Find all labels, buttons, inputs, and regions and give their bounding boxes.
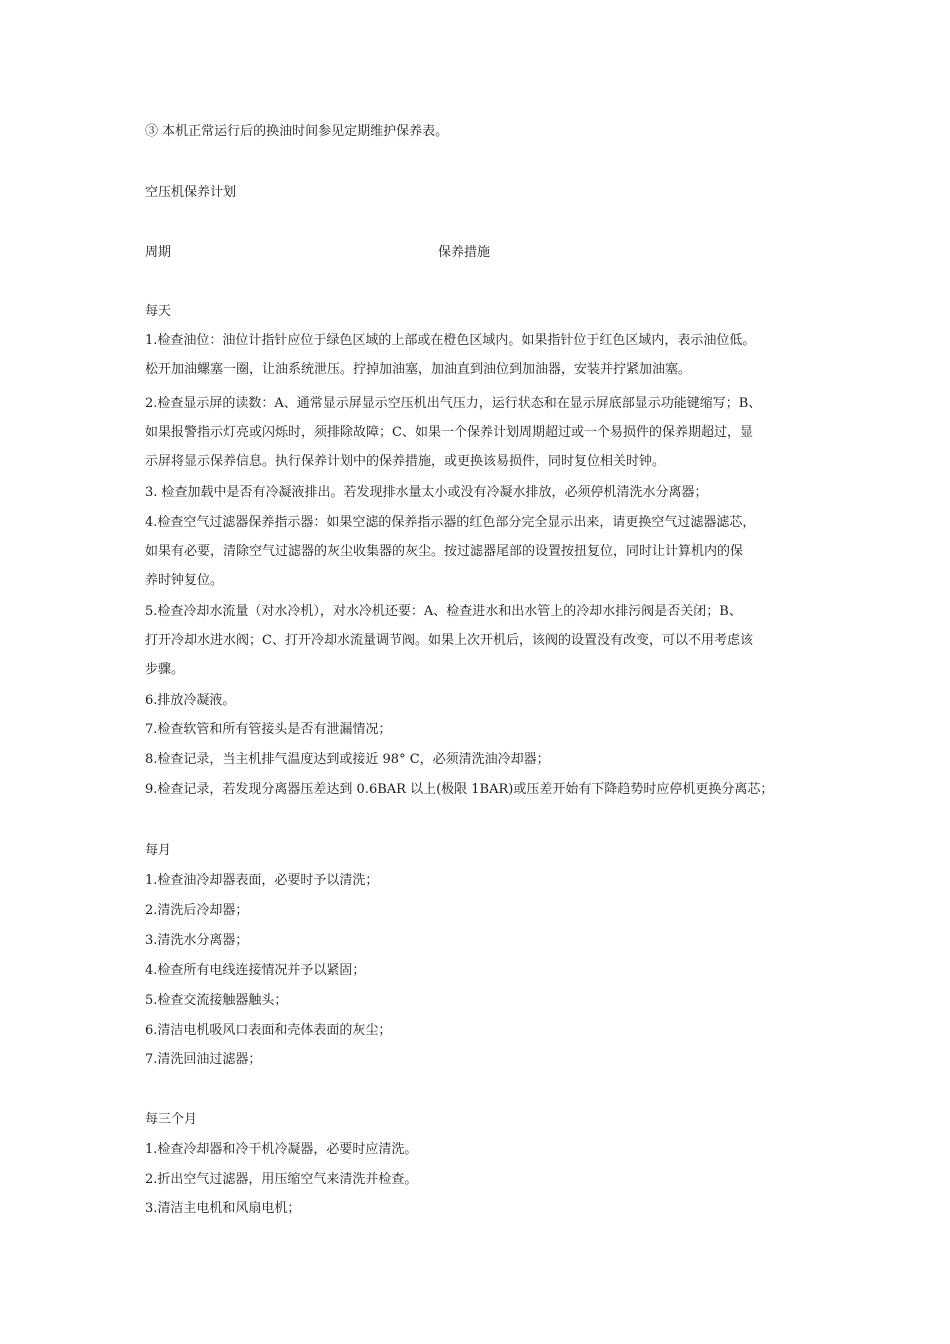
daily-line: 2.检查显示屏的读数：A、通常显示屏显示空压机出气压力，运行状态和在显示屏底部显示功能键缩写；B、	[145, 396, 762, 411]
daily-line: 9.检查记录，若发现分离器压差达到 0.6BAR 以上(极限 1BAR)或压差开始有下降趋势时应停机更换分离芯；	[145, 782, 774, 797]
header-measures: 保养措施	[438, 245, 491, 260]
plan-title: 空压机保养计划	[145, 185, 237, 200]
daily-line: 松开加油螺塞一圈，让油系统泄压。拧掉加油塞，加油直到油位到加油器，安装并拧紧加油塞。	[145, 362, 692, 377]
monthly-line: 5.检查交流接触器触头；	[145, 993, 288, 1008]
daily-line: 如果报警指示灯亮或闪烁时，须排除故障；C、如果一个保养计划周期超过或一个易损件的保养期超过，显	[145, 425, 753, 440]
daily-line: 4.检查空气过滤器保养指示器：如果空滤的保养指示器的红色部分完全显示出来，请更换空气过滤器滤芯，	[145, 515, 756, 530]
monthly-line: 1.检查油冷却器表面，必要时予以清洗；	[145, 873, 379, 888]
quarterly-label: 每三个月	[145, 1112, 198, 1127]
quarterly-line: 1.检查冷却器和冷干机冷凝器，必要时应清洗。	[145, 1142, 418, 1157]
daily-label: 每天	[145, 304, 172, 319]
daily-line: 示屏将显示保养信息。执行保养计划中的保养措施，或更换该易损件，同时复位相关时钟。	[145, 454, 666, 469]
daily-line: 6.排放冷凝液。	[145, 693, 236, 708]
daily-line: 打开冷却水进水阀；C、打开冷却水流量调节阀。如果上次开机后，该阀的设置没有改变，可以不用考虑该	[145, 633, 753, 648]
daily-line: 步骤。	[145, 662, 185, 677]
quarterly-line: 3.清洁主电机和风扇电机；	[145, 1201, 301, 1216]
daily-line: 5.检查冷却水流量（对水冷机），对水冷机还要：A、检查进水和出水管上的冷却水排污阀是否关闭；B、	[145, 604, 742, 619]
monthly-line: 7.清洗回油过滤器；	[145, 1052, 262, 1067]
quarterly-line: 2.折出空气过滤器，用压缩空气来清洗并检查。	[145, 1172, 418, 1187]
daily-line: 3. 检查加载中是否有冷凝液排出。若发现排水量太小或没有冷凝水排放，必须停机清洗水分离器；	[145, 485, 708, 500]
header-period: 周期	[145, 245, 172, 260]
monthly-line: 6.清洁电机吸风口表面和壳体表面的灰尘；	[145, 1023, 392, 1038]
monthly-line: 2.清洗后冷却器；	[145, 903, 249, 918]
monthly-line: 4.检查所有电线连接情况并予以紧固；	[145, 963, 366, 978]
daily-line: 7.检查软管和所有管接头是否有泄漏情况；	[145, 722, 392, 737]
intro-note: ③ 本机正常运行后的换油时间参见定期维护保养表。	[145, 124, 449, 139]
monthly-line: 3.清洗水分离器；	[145, 933, 249, 948]
daily-line: 如果有必要，清除空气过滤器的灰尘收集器的灰尘。按过滤器尾部的设置按扭复位，同时让计算机内的保	[145, 544, 744, 559]
daily-line: 8.检查记录，当主机排气温度达到或接近 98° C，必须清洗油冷却器；	[145, 752, 550, 767]
monthly-label: 每月	[145, 843, 172, 858]
daily-line: 1.检查油位：油位计指针应位于绿色区域的上部或在橙色区域内。如果指针位于红色区域内，表示油位低。	[145, 333, 756, 348]
daily-line: 养时钟复位。	[145, 573, 224, 588]
